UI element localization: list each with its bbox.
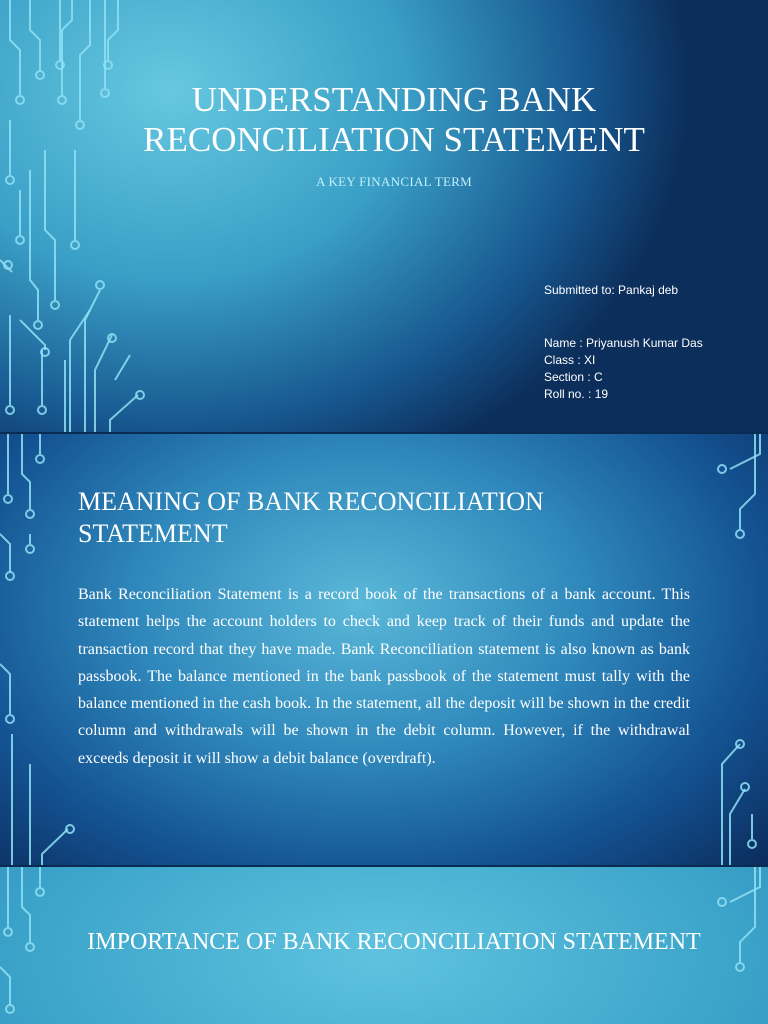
student-class: Class : XI bbox=[544, 353, 596, 367]
presentation-title: UNDERSTANDING BANK RECONCILIATION STATEMENT bbox=[143, 80, 645, 159]
meaning-title: MEANING OF BANK RECONCILIATION STATEMENT bbox=[78, 487, 544, 548]
circuit-board-decoration bbox=[0, 0, 160, 432]
student-section: Section : C bbox=[544, 370, 603, 384]
student-name: Name : Priyanush Kumar Das bbox=[544, 336, 703, 350]
title-slide bbox=[0, 0, 768, 432]
student-roll-no: Roll no. : 19 bbox=[544, 387, 609, 401]
student-details bbox=[544, 335, 703, 403]
meaning-body-text: Bank Reconciliation Statement is a record book of the transactions of a bank account. This statement helps the account holders to check and keep track of their funds and update the transaction record that they have made. Bank Reconciliation statement is also known as bank passbook. The balance mentioned in the bank passbook of the statement must tally with the balance mentioned in the cash book. In the statement, all the deposit will be shown in the credit column and withdrawals will be shown in the debit column. However, if the withdrawal exceeds deposit it will show a debit balance (overdraft). bbox=[78, 586, 690, 767]
meaning-slide bbox=[0, 434, 768, 865]
circuit-left-decoration bbox=[0, 434, 80, 865]
importance-title: IMPORTANCE OF BANK RECONCILIATION STATEMENT bbox=[87, 929, 701, 955]
presentation-subtitle: A KEY FINANCIAL TERM bbox=[315, 174, 473, 189]
circuit-right-decoration bbox=[700, 434, 768, 865]
importance-slide bbox=[0, 867, 768, 1024]
submitted-to: Submitted to: Pankaj deb bbox=[544, 283, 679, 297]
